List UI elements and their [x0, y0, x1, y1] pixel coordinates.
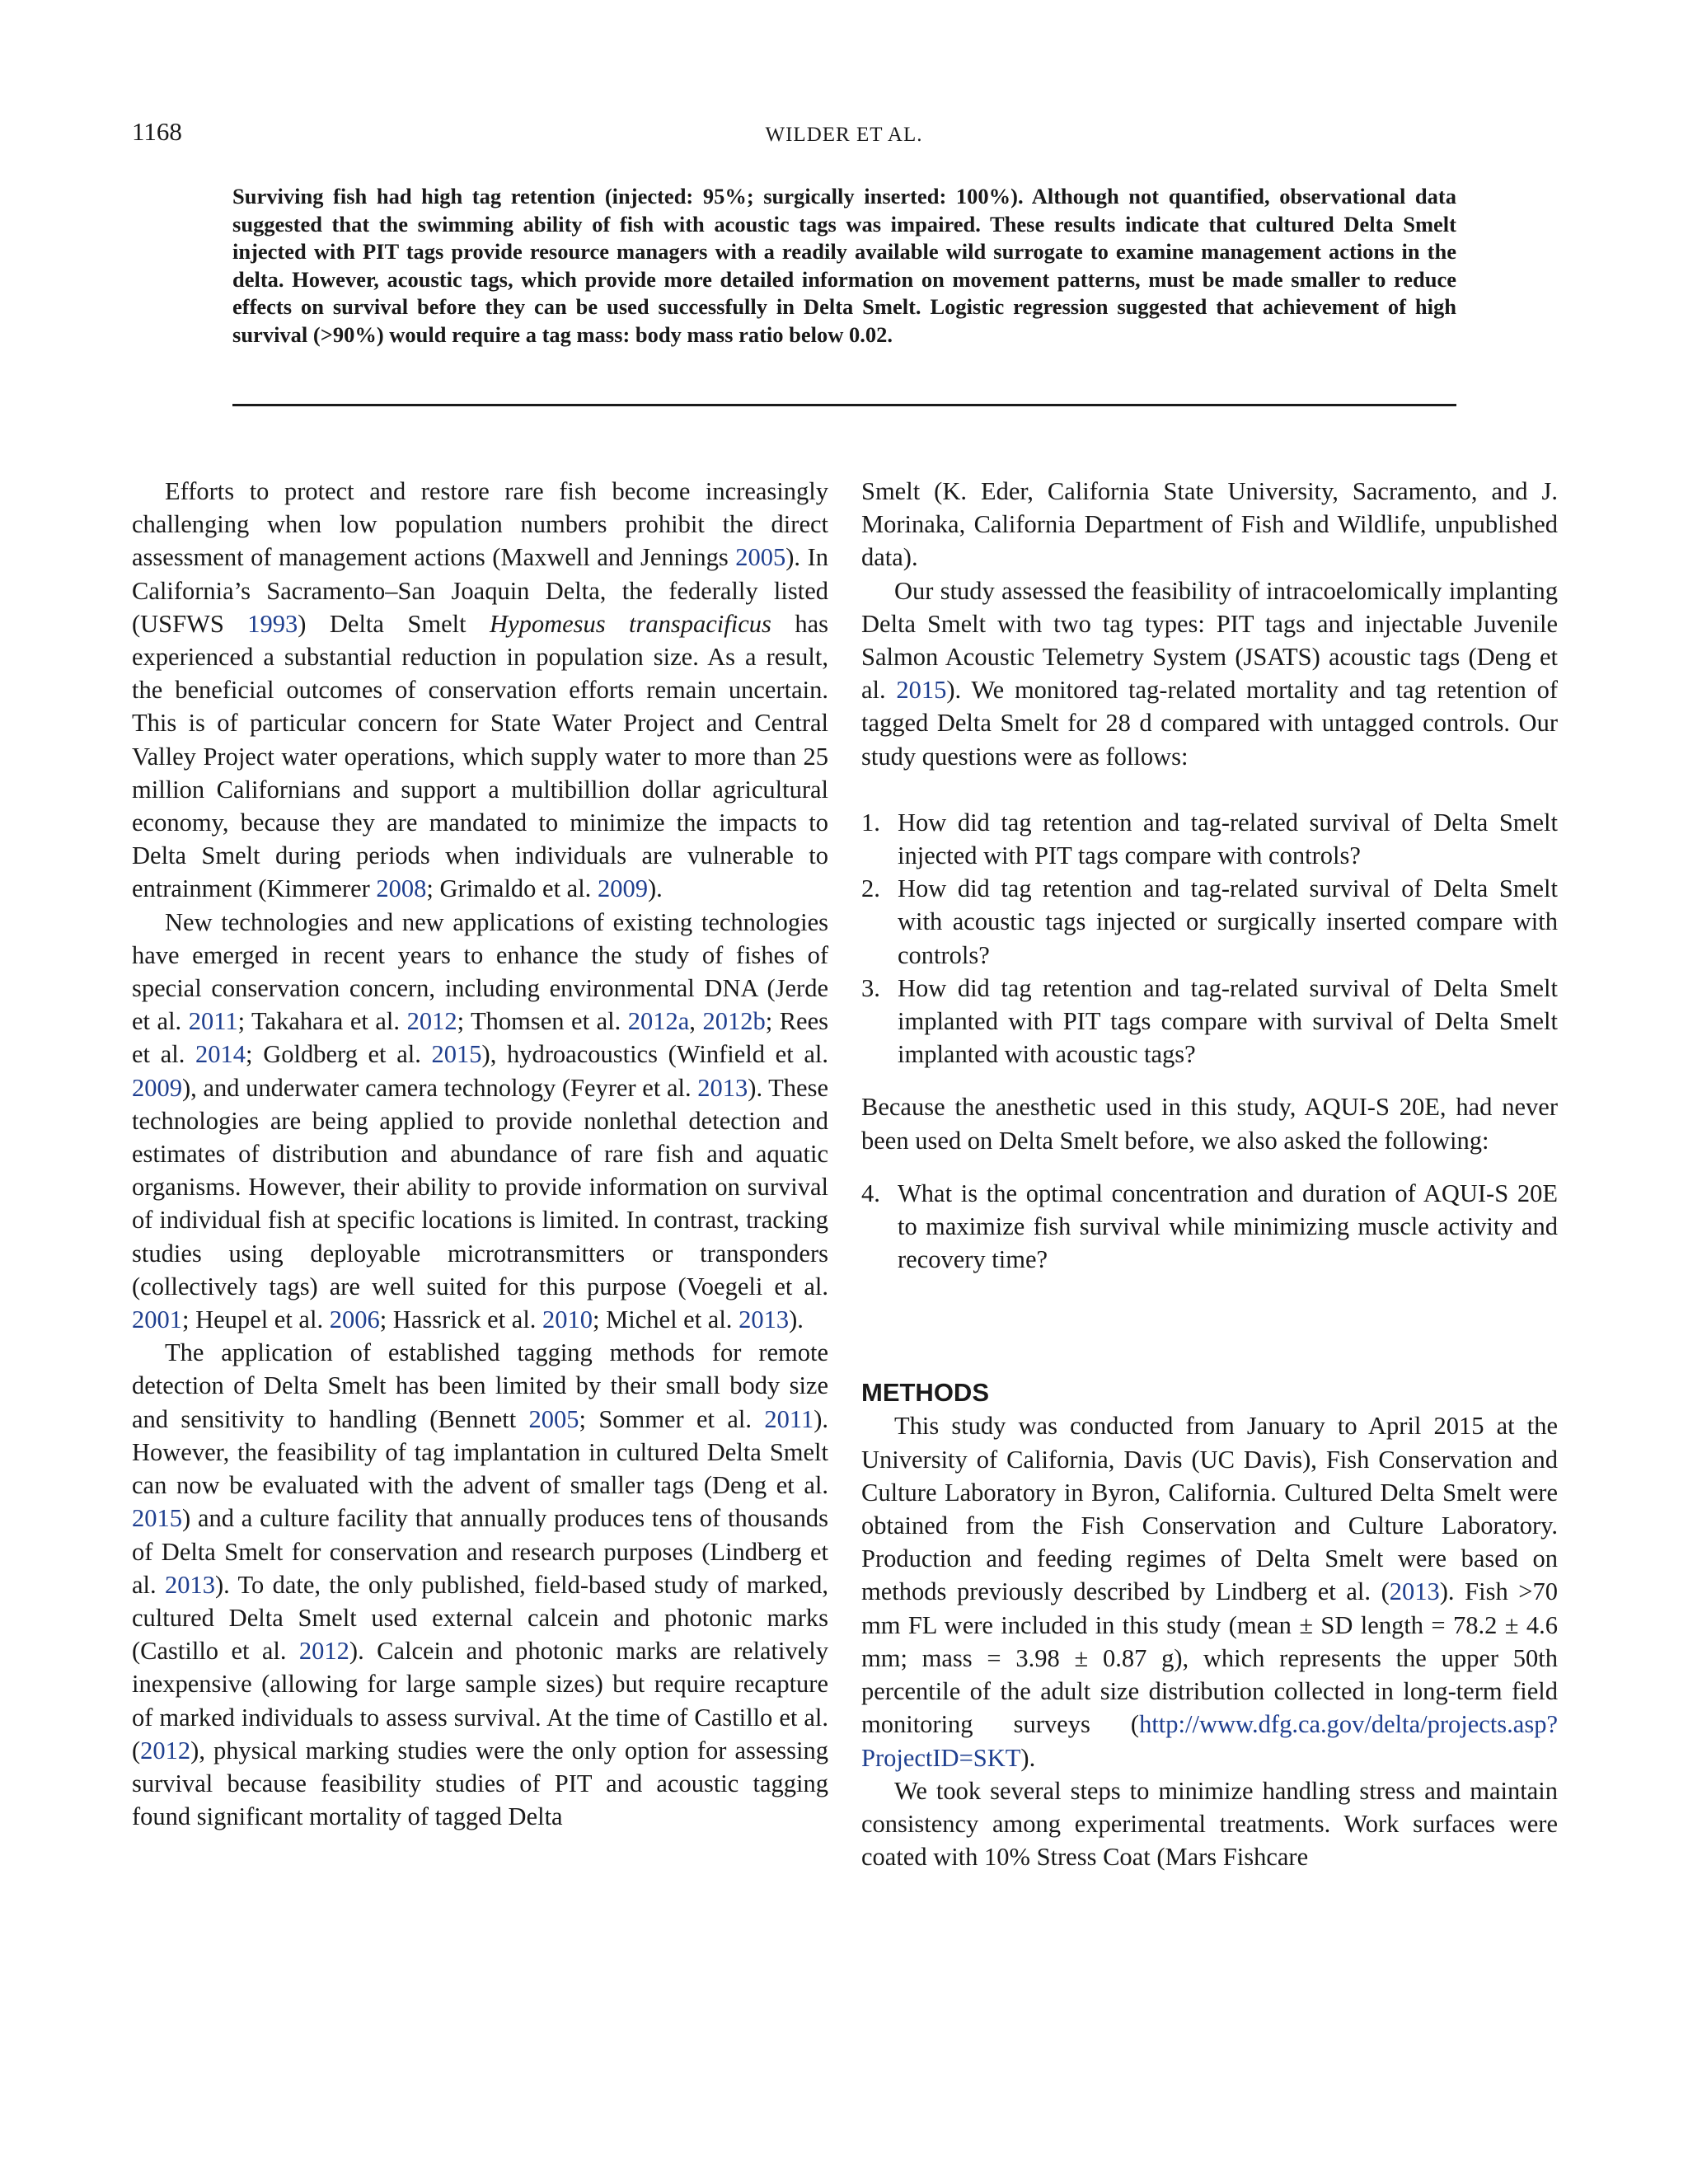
question-text: How did tag retention and tag-related survival of Delta Smelt implanted with PIT tags compare with survival of Delta Smelt implanted with acoustic tags? [898, 973, 1558, 1069]
text-run: Efforts to protect and restore rare fish become increasingly challenging when low population numbers prohibit the direct assessment of management actions (Maxwell and Jennings [132, 477, 828, 572]
text-run: ; Heupel et al. [182, 1305, 330, 1334]
text-run: , [689, 1007, 703, 1036]
text-run: ) and a culture facility that annually produces tens of thousands of Delta Smelt for conservation and research purposes (Lindberg et al. [132, 1504, 828, 1599]
citation-link[interactable]: 2005 [735, 543, 786, 572]
citation-link[interactable]: 2009 [597, 874, 648, 903]
citation-link[interactable]: 2005 [528, 1404, 579, 1433]
text-run: ). Fish >70 mm FL were included in this study (mean ± SD length = 78.2 ± 4.6 mm; mass = 3.98 ± 0.87 g), which represents the upper 50th percentile of the adult size distribution collected in long-term field monitoring surveys ( [861, 1577, 1558, 1739]
text-run: ; Hassrick et al. [379, 1305, 543, 1334]
intro-paragraph-2 [132, 906, 828, 1337]
text-run: ). We monitored tag-related mortality and tag retention of tagged Delta Smelt for 28 d compared with untagged controls. Our study questions were as follows: [861, 676, 1558, 771]
citation-link[interactable]: 2012a [627, 1007, 690, 1036]
intro-paragraph-1 [132, 475, 828, 906]
question-text: How did tag retention and tag-related survival of Delta Smelt injected with PIT tags compare with controls? [898, 808, 1558, 870]
text-run: ). [789, 1305, 804, 1334]
text-run: ; Takahara et al. [237, 1007, 407, 1036]
text-run: ). To date, the only published, field-based study of marked, cultured Delta Smelt used external calcein and photonic marks (Castillo et al. [132, 1570, 828, 1666]
text-run: This study was conducted from January to April 2015 at the University of California, Davis (UC Davis), Fish Conservation and Culture Laboratory in Byron, California. Cultured Delta Smelt were obtained from the Fish Conservation and Culture Laboratory. Production and feeding regimes of Delta Smelt were based on methods previously described by Lindberg et al. ( [861, 1412, 1558, 1606]
methods-paragraph-2: We took several steps to minimize handling stress and maintain consistency among experimental treatments. Work surfaces were coated with 10% Stress Coat (Mars Fishcare [861, 1776, 1558, 1872]
abstract-text: Surviving fish had high tag retention (injected: 95%; surgically inserted: 100%). Although not quantified, observational data suggested that the swimming ability of fish with acoustic tags was impaired. These results indicate that cultured Delta Smelt injected with PIT tags provide resource managers with a readily available wild surrogate to examine management actions in the delta. However, acoustic tags, which provide more detailed information on movement patterns, must be made smaller to reduce effects on survival before they can be used successfully in Delta Smelt. Logistic regression suggested that achievement of high survival (>90%) would require a tag mass: body mass ratio below 0.02. [232, 184, 1456, 347]
text-run: ), hydroacoustics (Winfield et al. [481, 1040, 829, 1069]
left-column [132, 475, 828, 1833]
text-run: ; Michel et al. [593, 1305, 739, 1334]
citation-link[interactable]: 2014 [195, 1040, 246, 1069]
abstract-divider [232, 404, 1456, 406]
citation-link[interactable]: 2010 [542, 1305, 593, 1334]
citation-link[interactable]: 2001 [132, 1305, 182, 1334]
citation-link[interactable]: 2012 [298, 1637, 349, 1666]
project-url-link[interactable]: http://www.dfg.ca.gov/delta/projects.asp?ProjectID=SKT [861, 1710, 1558, 1772]
text-run: Our study assessed the feasibility of intracoelomically implanting Delta Smelt with two tag types: PIT tags and injectable Juvenile Salmon Acoustic Telemetry System (JSATS) acoustic tags (Deng et al. [861, 576, 1558, 705]
citation-link[interactable]: 2009 [132, 1073, 182, 1102]
question-number: 3. [861, 973, 880, 1002]
citation-link[interactable]: 2013 [164, 1570, 215, 1599]
citation-link[interactable]: 2012 [140, 1736, 191, 1765]
running-head: WILDER ET AL. [765, 124, 923, 146]
citation-link[interactable]: 2012 [406, 1007, 457, 1036]
methods-heading: METHODS [861, 1378, 989, 1408]
text-run: ), and underwater camera technology (Feyrer et al. [182, 1073, 698, 1102]
species-name: Hypomesus transpacificus [490, 609, 771, 638]
intro-paragraph-3 [132, 1336, 828, 1833]
text-run: ; Grimaldo et al. [426, 874, 598, 903]
list-item [861, 872, 1558, 972]
text-run: ). These technologies are being applied to provide nonlethal detection and estimates of distribution and abundance of rare fish and aquatic organisms. However, their ability to provide information on survival of individual fish at specific locations is limited. In contrast, tracking studies using deployable microtransmitters or transponders (collectively tags) are well suited for this purpose (Voegeli et al. [132, 1073, 829, 1301]
intro-paragraph-continued: Smelt (K. Eder, California State University, Sacramento, and J. Morinaka, California Department of Fish and Wildlife, unpublished data). [861, 477, 1558, 572]
citation-link[interactable]: 1993 [247, 609, 298, 638]
page-number: 1168 [132, 117, 182, 146]
methods-paragraph-1 [861, 1409, 1558, 1774]
text-run: ; Rees et al. [132, 1007, 828, 1069]
text-run: ; Sommer et al. [579, 1404, 765, 1433]
text-run: ) Delta Smelt [298, 609, 490, 638]
question-text: How did tag retention and tag-related survival of Delta Smelt with acoustic tags injected or surgically inserted compare with controls? [898, 874, 1558, 969]
text-run: ). Calcein and photonic marks are relatively inexpensive (allowing for large sample sizes) but require recapture of marked individuals to assess survival. At the time of Castillo et al. ( [132, 1637, 828, 1765]
question-number: 4. [861, 1179, 880, 1207]
text-run: ). In California’s Sacramento–San Joaquin Delta, the federally listed (USFWS [132, 543, 828, 638]
citation-link[interactable]: 2013 [697, 1073, 748, 1102]
list-item [861, 806, 1558, 872]
anesthetic-paragraph: Because the anesthetic used in this study, AQUI-S 20E, had never been used on Delta Smelt before, we also asked the following: [861, 1093, 1558, 1155]
text-run: has experienced a substantial reduction in population size. As a result, the beneficial outcomes of conservation efforts remain uncertain. This is of particular concern for State Water Project and Central Valley Project water operations, which supply water to more than 25 million Californians and support a multibillion dollar agricultural economy, because they are mandated to minimize the impacts to Delta Smelt during periods when individuals are vulnerable to entrainment (Kimmerer [132, 609, 828, 903]
text-run: New technologies and new applications of existing technologies have emerged in recent years to enhance the study of fishes of special conservation concern, including environmental DNA (Jerde et al. [132, 907, 828, 1036]
citation-link[interactable]: 2013 [738, 1305, 790, 1334]
citation-link[interactable]: 2015 [132, 1504, 182, 1533]
text-run: ). [1020, 1743, 1036, 1772]
citation-link[interactable]: 2013 [1389, 1577, 1440, 1606]
text-run: The application of established tagging methods for remote detection of Delta Smelt has been limited by their small body size and sensitivity to handling (Bennett [132, 1338, 828, 1433]
question-number: 2. [861, 874, 880, 903]
list-item [861, 972, 1558, 1071]
citation-link[interactable]: 2015 [896, 676, 947, 705]
text-run: ; Goldberg et al. [246, 1040, 432, 1069]
study-aims-paragraph [861, 574, 1558, 773]
right-column [861, 475, 1558, 1873]
study-questions-list [861, 806, 1558, 1071]
text-run: ; Thomsen et al. [457, 1007, 628, 1036]
citation-link[interactable]: 2012b [702, 1007, 766, 1036]
citation-link[interactable]: 2008 [376, 874, 427, 903]
list-item [861, 1177, 1558, 1277]
text-run: ). [647, 874, 663, 903]
text-run: ), physical marking studies were the only option for assessing survival because feasibility studies of PIT and acoustic tagging found significant mortality of tagged Delta [132, 1736, 828, 1831]
citation-link[interactable]: 2011 [764, 1404, 814, 1433]
citation-link[interactable]: 2015 [431, 1040, 482, 1069]
question-number: 1. [861, 808, 880, 837]
citation-link[interactable]: 2011 [188, 1007, 238, 1036]
text-run: ). However, the feasibility of tag implantation in cultured Delta Smelt can now be evaluated with the advent of smaller tags (Deng et al. [132, 1404, 828, 1500]
study-question-4 [861, 1177, 1558, 1277]
question-text: What is the optimal concentration and duration of AQUI-S 20E to maximize fish survival while minimizing muscle activity and recovery time? [898, 1179, 1558, 1274]
citation-link[interactable]: 2006 [329, 1305, 380, 1334]
